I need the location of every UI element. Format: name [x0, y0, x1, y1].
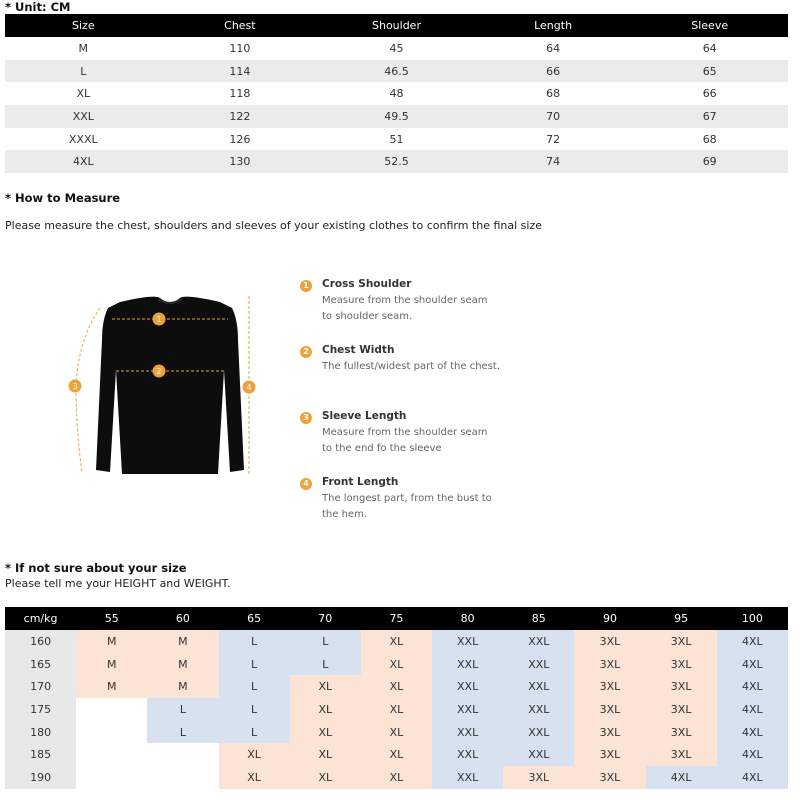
rec-size-cell: XXL	[432, 766, 503, 789]
rec-row	[5, 766, 788, 789]
rec-size-cell: L	[219, 630, 290, 653]
size-chart-cell: 48	[389, 87, 404, 101]
size-chart-row	[5, 150, 788, 173]
step-description-line: to the end fo the sleeve	[322, 443, 442, 454]
size-chart-cell: XXXL	[68, 132, 98, 146]
sweater-shape	[96, 297, 244, 474]
rec-weight-header: 100	[717, 607, 788, 630]
size-chart-cell: 74	[475, 150, 632, 173]
rec-size-cell: M	[76, 630, 147, 653]
rec-size-cell: L	[147, 698, 218, 721]
rec-row	[5, 721, 788, 744]
rec-row	[5, 630, 788, 653]
marker-2	[153, 365, 166, 378]
size-chart-cell: M	[78, 41, 89, 55]
size-recommendation-table	[5, 607, 788, 789]
rec-size-cell: XXL	[503, 653, 574, 676]
size-chart-header-row	[5, 14, 788, 37]
size-chart-header: Chest	[162, 14, 319, 37]
rec-size-cell: L	[219, 675, 290, 698]
step-description-line: The longest part, from the bust to	[322, 493, 492, 504]
step-front-length	[300, 476, 550, 542]
rec-size-cell: XXL	[432, 675, 503, 698]
rec-size-cell: 4XL	[717, 653, 788, 676]
rec-size-cell: 3XL	[574, 698, 645, 721]
size-chart-cell: 66	[475, 60, 632, 83]
rec-size-cell: XXL	[432, 630, 503, 653]
size-chart-cell: 126	[229, 132, 251, 146]
rec-size-cell: L	[219, 653, 290, 676]
size-chart-cell: 122	[162, 105, 319, 128]
step-description-line: The fullest/widest part of the chest.	[322, 361, 501, 372]
unsure-size-title: * If not sure about your size	[5, 561, 187, 575]
rec-size-cell: XL	[361, 766, 432, 789]
rec-weight-header: 80	[432, 607, 503, 630]
rec-size-cell: 4XL	[717, 743, 788, 766]
rec-size-cell	[147, 766, 218, 789]
marker-1	[153, 313, 166, 326]
step-number-badge: 2	[300, 346, 312, 358]
step-description-line: Measure from the shoulder seam	[322, 295, 488, 306]
size-chart-cell: 68	[702, 132, 717, 146]
rec-size-cell: M	[147, 630, 218, 653]
step-description-line: Measure from the shoulder seam	[322, 427, 488, 438]
svg-text:1: 1	[156, 315, 162, 324]
size-chart-cell: 64	[546, 41, 561, 55]
size-chart-cell: 49.5	[318, 105, 475, 128]
rec-weight-header: 90	[574, 607, 645, 630]
size-chart-header: Sleeve	[631, 14, 788, 37]
sweater-illustration	[60, 280, 280, 490]
rec-size-cell: XXL	[432, 698, 503, 721]
step-title: Chest Width	[322, 344, 395, 356]
rec-weight-header: 55	[76, 607, 147, 630]
rec-weight-header: 75	[361, 607, 432, 630]
rec-height-cell: 170	[5, 675, 76, 698]
rec-size-cell: 3XL	[646, 743, 717, 766]
step-description-line: to shoulder seam.	[322, 311, 413, 322]
rec-size-cell	[76, 721, 147, 744]
size-chart-table	[5, 14, 788, 173]
size-chart-row	[5, 128, 788, 151]
rec-size-cell: 3XL	[574, 630, 645, 653]
rec-size-cell: L	[219, 721, 290, 744]
rec-size-cell: XXL	[503, 743, 574, 766]
svg-text:3: 3	[72, 382, 78, 391]
rec-height-cell: 160	[5, 630, 76, 653]
rec-size-cell: M	[76, 675, 147, 698]
step-description	[322, 491, 512, 523]
size-chart-cell: 52.5	[318, 150, 475, 173]
measurement-diagram	[60, 280, 280, 490]
size-chart-cell: 4XL	[5, 150, 162, 173]
step-number-badge: 1	[300, 280, 312, 292]
size-chart-cell: L	[5, 60, 162, 83]
size-chart-cell: 110	[229, 41, 251, 55]
rec-corner-header: cm/kg	[5, 607, 76, 630]
rec-size-cell: 4XL	[717, 698, 788, 721]
rec-size-cell: 3XL	[503, 766, 574, 789]
rec-size-cell: L	[147, 721, 218, 744]
rec-size-cell: 3XL	[646, 721, 717, 744]
rec-size-cell: XL	[290, 766, 361, 789]
rec-size-cell: 4XL	[717, 630, 788, 653]
rec-header-row	[5, 607, 788, 630]
rec-weight-header: 85	[503, 607, 574, 630]
rec-size-cell: L	[290, 630, 361, 653]
rec-height-cell: 180	[5, 721, 76, 744]
size-chart-cell: 65	[631, 60, 788, 83]
size-chart-cell: 46.5	[318, 60, 475, 83]
rec-size-cell: 4XL	[717, 721, 788, 744]
rec-size-cell: 4XL	[717, 766, 788, 789]
size-chart-header: Length	[475, 14, 632, 37]
size-chart-header: Shoulder	[318, 14, 475, 37]
rec-row	[5, 653, 788, 676]
rec-weight-header: 60	[147, 607, 218, 630]
size-chart-cell: 66	[702, 87, 717, 101]
how-to-measure-text: Please measure the chest, shoulders and sleeves of your existing clothes to confirm the final size	[5, 219, 542, 232]
measurement-steps	[300, 278, 550, 542]
rec-size-cell: XXL	[432, 653, 503, 676]
size-chart-row	[5, 82, 788, 105]
rec-size-cell	[76, 698, 147, 721]
unsure-size-text: Please tell me your HEIGHT and WEIGHT.	[5, 577, 231, 590]
unit-title: * Unit: CM	[5, 0, 71, 14]
rec-size-cell: XL	[361, 721, 432, 744]
size-chart-cell: 68	[546, 87, 561, 101]
svg-text:2: 2	[156, 367, 162, 376]
rec-size-cell: M	[76, 653, 147, 676]
size-chart-cell: XXL	[5, 105, 162, 128]
rec-size-cell: XXL	[432, 743, 503, 766]
rec-size-cell: 3XL	[574, 653, 645, 676]
step-number-badge: 3	[300, 412, 312, 424]
size-chart-cell: 72	[546, 132, 561, 146]
rec-size-cell: XL	[361, 698, 432, 721]
size-chart-cell: XL	[76, 87, 91, 101]
step-title: Cross Shoulder	[322, 278, 412, 290]
rec-size-cell: XL	[290, 721, 361, 744]
size-chart-cell: 130	[162, 150, 319, 173]
size-chart-cell: 45	[389, 41, 404, 55]
step-cross-shoulder	[300, 278, 550, 344]
rec-size-cell: XL	[361, 675, 432, 698]
step-description-line: the hem.	[322, 509, 367, 520]
rec-size-cell: 3XL	[574, 766, 645, 789]
size-chart-cell: 118	[229, 87, 251, 101]
rec-weight-header: 65	[219, 607, 290, 630]
rec-size-cell	[76, 743, 147, 766]
rec-height-cell: 175	[5, 698, 76, 721]
rec-row	[5, 698, 788, 721]
rec-size-cell: 3XL	[574, 743, 645, 766]
rec-size-cell: XXL	[503, 675, 574, 698]
size-chart-row	[5, 60, 788, 83]
rec-size-cell: M	[147, 653, 218, 676]
size-chart-row	[5, 37, 788, 60]
rec-weight-header: 95	[646, 607, 717, 630]
rec-size-cell: 3XL	[646, 630, 717, 653]
rec-size-cell: XXL	[503, 721, 574, 744]
rec-size-cell: XL	[290, 743, 361, 766]
rec-size-cell: XL	[219, 743, 290, 766]
rec-size-cell: XL	[290, 675, 361, 698]
rec-size-cell: 4XL	[717, 675, 788, 698]
rec-size-cell: XL	[290, 698, 361, 721]
step-title: Front Length	[322, 476, 399, 488]
rec-height-cell: 165	[5, 653, 76, 676]
rec-size-cell: 3XL	[646, 653, 717, 676]
rec-size-cell: 3XL	[574, 675, 645, 698]
rec-weight-header: 70	[290, 607, 361, 630]
size-chart-cell: 67	[631, 105, 788, 128]
rec-size-cell: XXL	[432, 721, 503, 744]
step-number-badge: 4	[300, 478, 312, 490]
rec-size-cell: 3XL	[646, 675, 717, 698]
size-chart-cell: 64	[702, 41, 717, 55]
step-title: Sleeve Length	[322, 410, 407, 422]
rec-size-cell	[147, 743, 218, 766]
size-chart-cell: 70	[475, 105, 632, 128]
rec-size-cell: XL	[361, 743, 432, 766]
marker-3	[69, 380, 82, 393]
step-description	[322, 293, 512, 325]
rec-size-cell: M	[147, 675, 218, 698]
size-chart-cell: 69	[631, 150, 788, 173]
size-chart-header: Size	[5, 14, 162, 37]
size-chart-cell: 114	[162, 60, 319, 83]
rec-row	[5, 675, 788, 698]
rec-row	[5, 743, 788, 766]
rec-size-cell: XXL	[503, 630, 574, 653]
rec-size-cell	[76, 766, 147, 789]
rec-size-cell: XL	[361, 653, 432, 676]
how-to-measure-title: * How to Measure	[5, 191, 121, 205]
step-chest-width	[300, 344, 550, 410]
rec-size-cell: 3XL	[646, 698, 717, 721]
size-chart-cell: 51	[389, 132, 404, 146]
marker-4	[243, 381, 256, 394]
svg-text:4: 4	[246, 383, 252, 392]
rec-size-cell: L	[219, 698, 290, 721]
rec-height-cell: 185	[5, 743, 76, 766]
step-description	[322, 359, 512, 375]
rec-size-cell: 3XL	[574, 721, 645, 744]
rec-size-cell: 4XL	[646, 766, 717, 789]
size-chart-row	[5, 105, 788, 128]
rec-size-cell: L	[290, 653, 361, 676]
rec-size-cell: XXL	[503, 698, 574, 721]
step-sleeve-length	[300, 410, 550, 476]
rec-size-cell: XL	[361, 630, 432, 653]
rec-size-cell: XL	[219, 766, 290, 789]
step-description	[322, 425, 512, 457]
rec-height-cell: 190	[5, 766, 76, 789]
